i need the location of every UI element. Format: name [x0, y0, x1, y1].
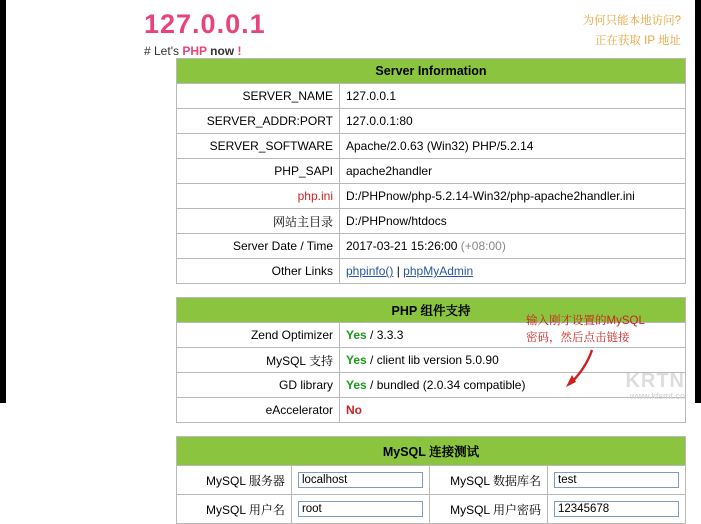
row-label-gd-library: GD library — [177, 373, 340, 398]
status-detail: / bundled (2.0.34 compatible) — [370, 378, 526, 393]
watermark-url: www.kfsmt.cn — [629, 391, 685, 401]
row-label-eaccelerator: eAccelerator — [177, 398, 340, 423]
link-separator: | — [393, 264, 404, 279]
table-row — [177, 84, 686, 109]
server-datetime-value: 2017-03-21 15:26:00 — [346, 239, 458, 254]
mysql-password-input[interactable] — [554, 501, 679, 517]
row-label-server-name: SERVER_NAME — [177, 84, 340, 109]
label-mysql-password: MySQL 用户密码 — [429, 495, 547, 524]
mysql-database-input[interactable] — [554, 472, 679, 488]
table-section-header — [177, 437, 686, 466]
status-detail: / client lib version 5.0.90 — [370, 353, 499, 368]
tagline-prefix: # Let's — [144, 44, 183, 59]
mysql-server-input[interactable] — [298, 472, 423, 488]
table-row — [177, 159, 686, 184]
mysql-test-title: MySQL 连接测试 — [177, 437, 686, 466]
row-value-php-sapi: apache2handler — [340, 159, 686, 184]
tagline-now: now — [206, 44, 235, 59]
tagline-php: PHP — [182, 44, 207, 59]
ip-status-text: 正在获取 IP 地址 — [594, 34, 681, 47]
server-information-table — [176, 58, 686, 284]
cell-mysql-database-input — [548, 466, 686, 495]
annotation-line-2: 密码，然后点击链接 — [526, 331, 630, 344]
spacer-2 — [6, 423, 695, 436]
row-label-web-root: 网站主目录 — [177, 209, 340, 234]
label-mysql-server: MySQL 服务器 — [177, 466, 292, 495]
spacer-1 — [6, 284, 695, 297]
status-badge: No — [346, 403, 362, 418]
row-value-eaccelerator — [340, 398, 686, 423]
status-badge: Yes — [346, 353, 367, 368]
mysql-username-input[interactable] — [298, 501, 423, 517]
row-label-php-sapi: PHP_SAPI — [177, 159, 340, 184]
cell-mysql-username-input — [291, 495, 429, 524]
cell-mysql-password-input — [548, 495, 686, 524]
status-badge: Yes — [346, 328, 367, 343]
table-row — [177, 348, 686, 373]
row-label-php-ini: php.ini — [177, 184, 340, 209]
table-row — [177, 259, 686, 284]
table-row — [177, 184, 686, 209]
table-row — [177, 134, 686, 159]
label-mysql-username: MySQL 用户名 — [177, 495, 292, 524]
row-label-server-software: SERVER_SOFTWARE — [177, 134, 340, 159]
table-row — [177, 373, 686, 398]
server-information-title: Server Information — [177, 59, 686, 84]
status-badge: Yes — [346, 378, 367, 393]
table-row — [177, 398, 686, 423]
table-section-header — [177, 59, 686, 84]
annotation-text — [526, 313, 691, 346]
table-row — [177, 495, 686, 524]
row-label-mysql-support: MySQL 支持 — [177, 348, 340, 373]
row-value-server-addr-port: 127.0.0.1:80 — [340, 109, 686, 134]
watermark-logo: KRTN — [625, 370, 685, 392]
annotation-line-1: 输入刚才设置的MySQL — [526, 315, 645, 327]
row-value-web-root: D:/PHPnow/htdocs — [340, 209, 686, 234]
php-components-title: PHP 组件支持 — [177, 298, 686, 323]
table-row — [177, 466, 686, 495]
local-access-link[interactable]: 为何只能本地访问? — [582, 15, 681, 27]
row-value-other-links — [340, 259, 686, 284]
top-right-notice — [481, 12, 681, 51]
table-row — [177, 209, 686, 234]
row-value-php-ini: D:/PHPnow/php-5.2.14-Win32/php-apache2handler.ini — [340, 184, 686, 209]
label-mysql-database: MySQL 数据库名 — [429, 466, 547, 495]
row-value-server-name: 127.0.0.1 — [340, 84, 686, 109]
annotation-arrow-icon — [562, 348, 598, 388]
phpmyadmin-link[interactable]: phpMyAdmin — [403, 264, 474, 279]
row-value-gd-library — [340, 370, 686, 398]
page-title: 127.0.0.1 — [144, 9, 266, 39]
table-row — [177, 109, 686, 134]
row-value-mysql-support — [340, 348, 686, 373]
row-label-other-links: Other Links — [177, 259, 340, 284]
server-datetime-offset: (+08:00) — [460, 239, 506, 254]
cell-mysql-server-input — [291, 466, 429, 495]
tagline-bang: ! — [234, 44, 242, 59]
row-value-server-software: Apache/2.0.63 (Win32) PHP/5.2.14 — [340, 134, 686, 159]
status-detail: / 3.3.3 — [370, 328, 404, 343]
row-value-server-datetime — [340, 234, 686, 259]
mysql-connection-test-table — [176, 436, 686, 524]
table-row — [177, 234, 686, 259]
row-label-server-datetime: Server Date / Time — [177, 234, 340, 259]
row-label-zend-optimizer: Zend Optimizer — [177, 323, 340, 348]
row-label-server-addr-port: SERVER_ADDR:PORT — [177, 109, 340, 134]
phpinfo-link[interactable]: phpinfo() — [346, 264, 394, 279]
